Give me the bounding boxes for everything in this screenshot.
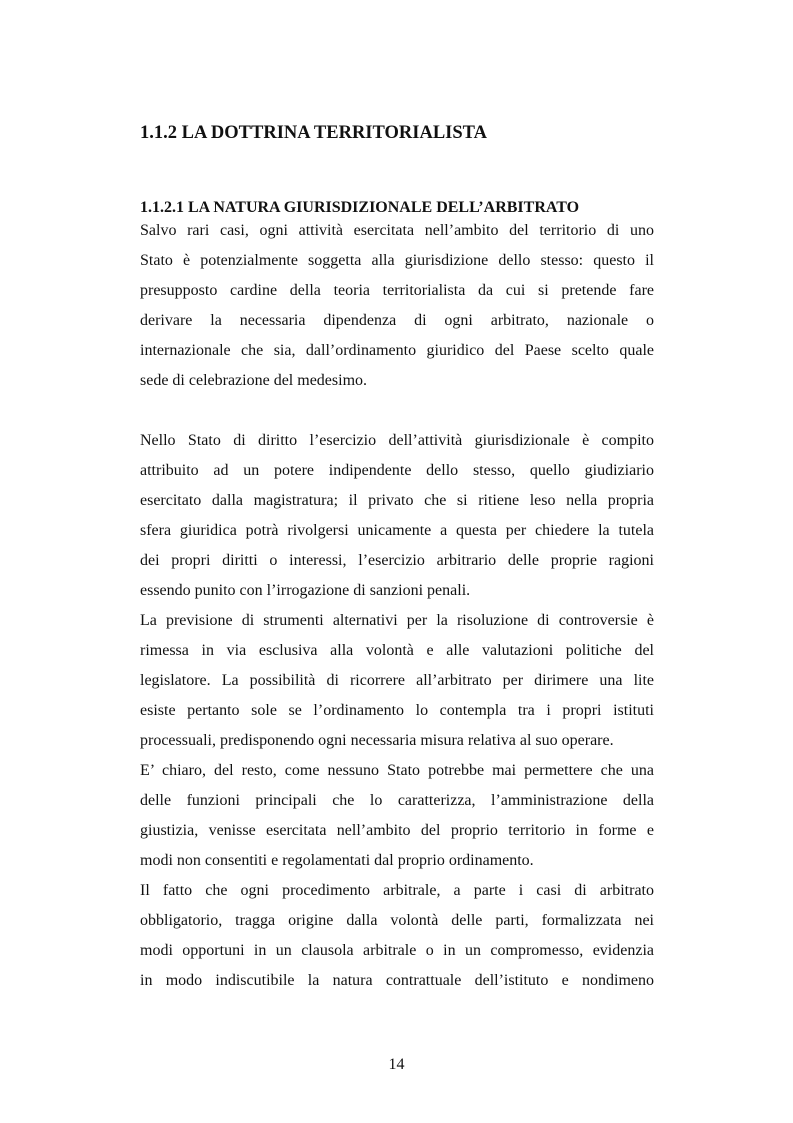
text-line: legislatore. La possibilità di ricorrere all’arbitrato per dirimere una lite	[140, 672, 654, 689]
paragraph	[140, 876, 654, 996]
text-line: Stato è potenzialmente soggetta alla giurisdizione dello stesso: questo il	[140, 252, 654, 269]
text-line: Il fatto che ogni procedimento arbitrale, a parte i casi di arbitrato	[140, 882, 654, 899]
text-line: delle funzioni principali che lo caratterizza, l’amministrazione della	[140, 792, 654, 809]
text-line: dei propri diritti o interessi, l’esercizio arbitrario delle proprie ragioni	[140, 552, 654, 569]
text-line: in modo indiscutibile la natura contrattuale dell’istituto e nondimeno	[140, 972, 654, 989]
text-line: attribuito ad un potere indipendente dello stesso, quello giudiziario	[140, 462, 654, 479]
text-line: esiste pertanto sole se l’ordinamento lo contempla tra i propri istituti	[140, 702, 654, 719]
text-line: E’ chiaro, del resto, come nessuno Stato potrebbe mai permettere che una	[140, 762, 654, 779]
text-line: modi non consentiti e regolamentati dal proprio ordinamento.	[140, 852, 534, 869]
subsection-heading: 1.1.2.1 LA NATURA GIURISDIZIONALE DELL’ARBITRATO	[140, 199, 580, 216]
text-line: obbligatorio, tragga origine dalla volontà delle parti, formalizzata nei	[140, 912, 654, 929]
text-line: sede di celebrazione del medesimo.	[140, 372, 368, 389]
text-line: presupposto cardine della teoria territorialista da cui si pretende fare	[140, 282, 654, 299]
text-line: Salvo rari casi, ogni attività esercitata nell’ambito del territorio di uno	[140, 222, 654, 239]
paragraph	[140, 216, 654, 396]
text-line: sfera giuridica potrà rivolgersi unicamente a questa per chiedere la tutela	[140, 522, 654, 539]
paragraph	[140, 606, 654, 756]
text-line: esercitato dalla magistratura; il privato che si ritiene leso nella propria	[140, 492, 654, 509]
text-line: La previsione di strumenti alternativi per la risoluzione di controversie è	[140, 612, 654, 629]
text-line: internazionale che sia, dall’ordinamento giuridico del Paese scelto quale	[140, 342, 654, 359]
paragraph	[140, 756, 654, 876]
body-text	[140, 216, 654, 996]
text-line: derivare la necessaria dipendenza di ogni arbitrato, nazionale o	[140, 312, 654, 329]
text-line: modi opportuni in un clausola arbitrale o in un compromesso, evidenzia	[140, 942, 654, 959]
page-number: 14	[388, 1056, 405, 1073]
text-line: essendo punito con l’irrogazione di sanzioni penali.	[140, 582, 471, 599]
section-heading: 1.1.2 LA DOTTRINA TERRITORIALISTA	[140, 123, 487, 143]
paragraph-gap	[140, 396, 654, 426]
text-line: giustizia, venisse esercitata nell’ambito del proprio territorio in forme e	[140, 822, 654, 839]
text-line: processuali, predisponendo ogni necessaria misura relativa al suo operare.	[140, 732, 614, 749]
paragraph	[140, 426, 654, 606]
text-line: Nello Stato di diritto l’esercizio dell’attività giurisdizionale è compito	[140, 432, 654, 449]
text-line: rimessa in via esclusiva alla volontà e alle valutazioni politiche del	[140, 642, 654, 659]
